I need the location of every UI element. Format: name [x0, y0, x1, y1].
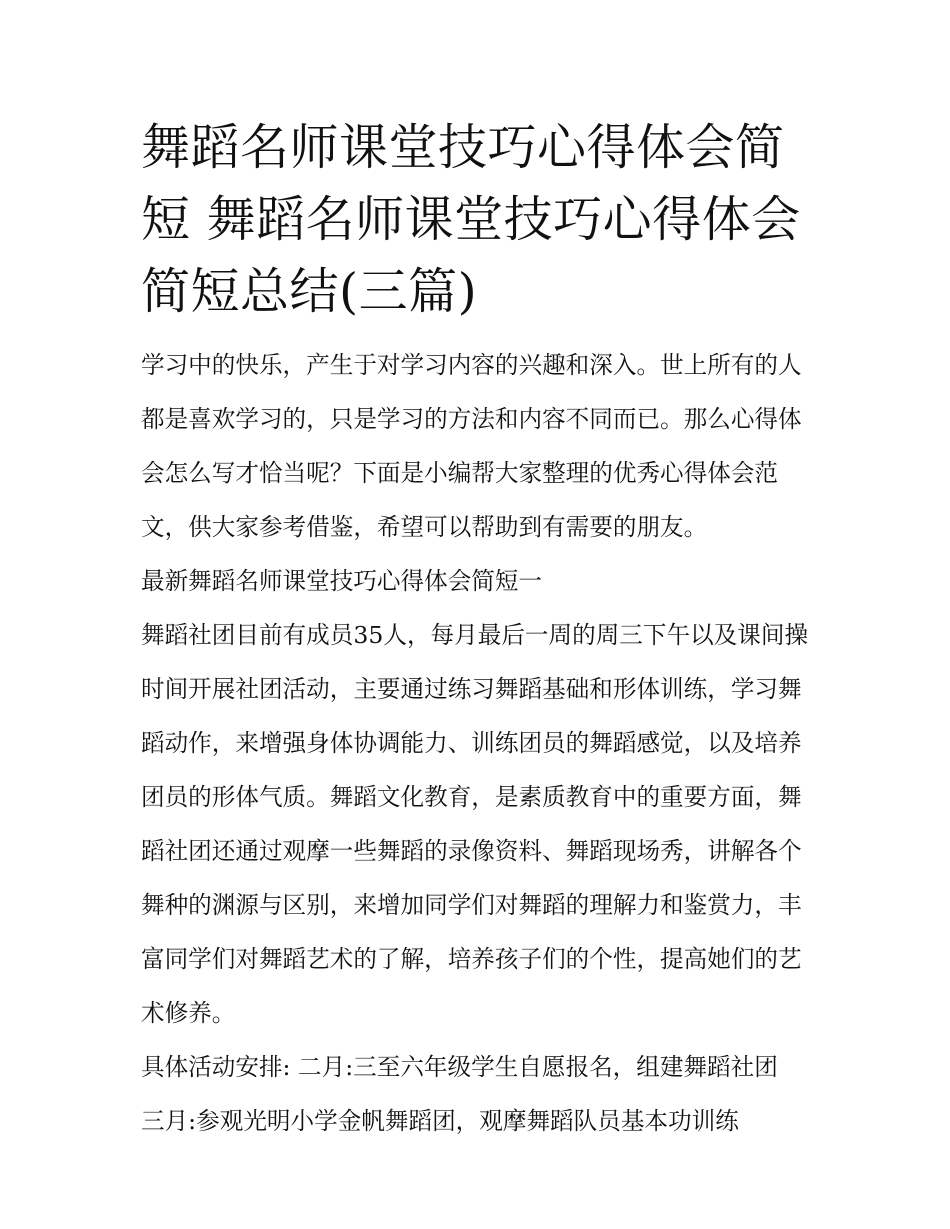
document-title: 舞蹈名师课堂技巧心得体会简短 舞蹈名师课堂技巧心得体会简短总结(三篇)	[141, 119, 801, 320]
document-content	[141, 112, 813, 1148]
activity-schedule-line: 三月:参观光明小学金帆舞蹈团，观摩舞蹈队员基本功训练	[141, 1107, 739, 1135]
body-paragraph: 舞蹈社团目前有成员35人，每月最后一周的周三下午以及课间操时间开展社团活动，主要通过练习舞蹈基础和形体训练，学习舞蹈动作，来增强身体协调能力、训练团员的舞蹈感觉，以及培养团员的形体气质。舞蹈文化教育，是素质教育中的重要方面，舞蹈社团还通过观摩一些舞蹈的录像资料、舞蹈现场秀，讲解各个舞种的渊源与区别，来增加同学们对舞蹈的理解力和鉴赏力，丰富同学们对舞蹈艺术的了解，培养孩子们的个性，提高她们的艺术修养。	[141, 621, 809, 1027]
activity-schedule-line: 具体活动安排: 二月:三至六年级学生自愿报名，组建舞蹈社团	[141, 1053, 778, 1081]
intro-paragraph: 学习中的快乐，产生于对学习内容的兴趣和深入。世上所有的人都是喜欢学习的，只是学习的方法和内容不同而已。那么心得体会怎么写才恰当呢？下面是小编帮大家整理的优秀心得体会范文，供大家参考借鉴，希望可以帮助到有需要的朋友。	[141, 351, 802, 541]
document-body	[141, 338, 813, 1148]
section-heading: 最新舞蹈名师课堂技巧心得体会简短一	[141, 567, 543, 595]
